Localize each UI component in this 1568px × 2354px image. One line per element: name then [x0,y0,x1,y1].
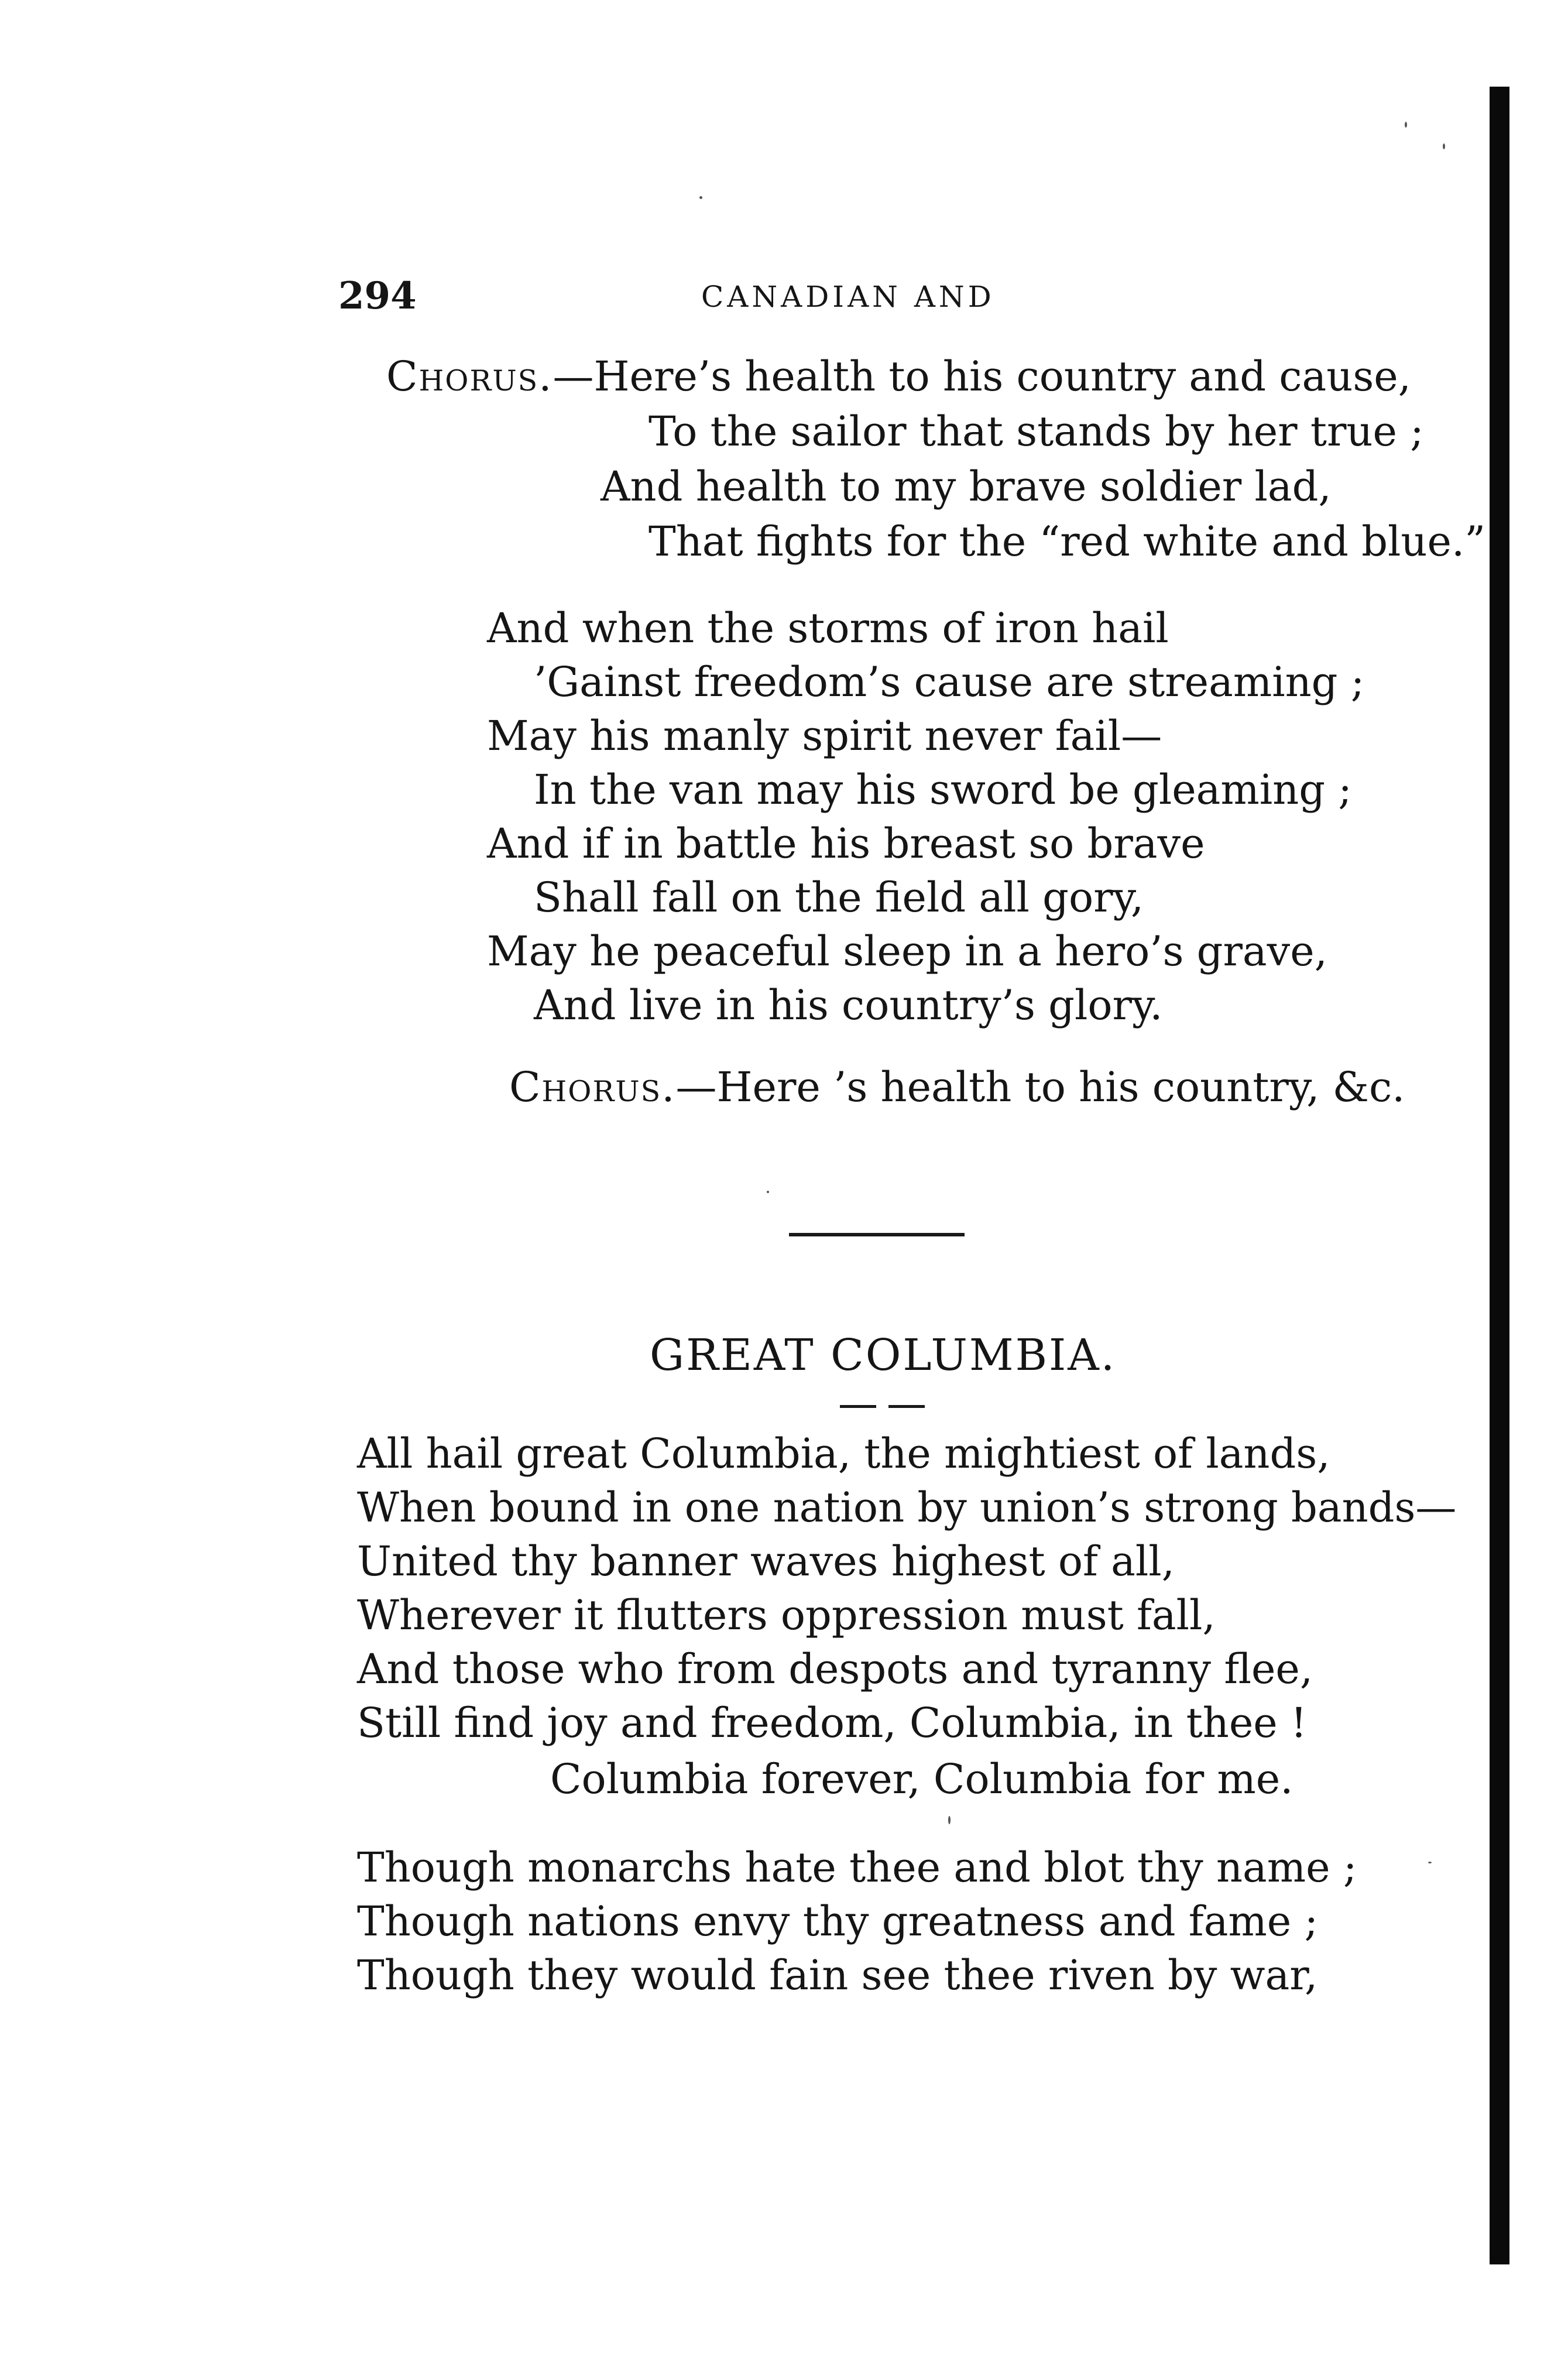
verse-line: May he peaceful sleep in a hero’s grave, [487,927,1327,975]
page-number: 294 [338,274,417,318]
chorus-label: Chorus. [386,352,553,400]
verse-line: Shall fall on the field all gory, [534,873,1144,921]
print-speck [767,1191,769,1193]
chorus-text: —Here ’s health to his country, &c. [675,1063,1405,1111]
running-title: CANADIAN AND [701,280,995,314]
print-speck [699,196,702,199]
poem-line: All hail great Columbia, the mightiest of lands, [357,1430,1330,1478]
poem-title: GREAT COLUMBIA. [650,1330,1117,1380]
verse-line: May his manly spirit never fail— [487,712,1162,760]
verse-line: And when the storms of iron hail [487,604,1169,652]
verse-line: And if in battle his breast so brave [487,820,1205,868]
chorus-line: And health to my brave soldier lad, [601,462,1332,510]
poem-line: Though nations envy thy greatness and fame ; [357,1897,1319,1945]
verse-line: In the van may his sword be gleaming ; [534,766,1352,814]
poem-refrain: Columbia forever, Columbia for me. [550,1755,1293,1803]
page-edge-shadow [1490,87,1509,2264]
verse-line: And live in his country’s glory. [534,981,1163,1029]
chorus-repeat-line [509,1063,1405,1111]
chorus-line: To the sailor that stands by her true ; [649,407,1424,455]
chorus-line [386,352,1411,400]
section-divider [789,1233,965,1236]
print-speck [1443,143,1445,149]
poem-line: Though they would fain see thee riven by war, [357,1951,1318,1999]
poem-line: When bound in one nation by union’s strong bands— [357,1483,1457,1531]
title-rule [840,1405,876,1408]
poem-line: Still find joy and freedom, Columbia, in thee ! [357,1699,1308,1747]
poem-line: Though monarchs hate thee and blot thy name ; [357,1844,1357,1892]
chorus-text: —Here’s health to his country and cause, [553,352,1411,400]
print-speck [948,1816,951,1824]
poem-line: Wherever it flutters oppression must fall, [357,1591,1216,1639]
chorus-label: Chorus. [509,1063,676,1111]
chorus-line: That fights for the “red white and blue.” [649,518,1485,566]
print-speck [1428,1862,1432,1863]
poem-line: United thy banner waves highest of all, [357,1537,1175,1585]
verse-line: ’Gainst freedom’s cause are streaming ; [534,658,1365,706]
print-speck [1405,122,1407,128]
title-rule [888,1405,925,1408]
poem-line: And those who from despots and tyranny flee, [357,1645,1313,1693]
